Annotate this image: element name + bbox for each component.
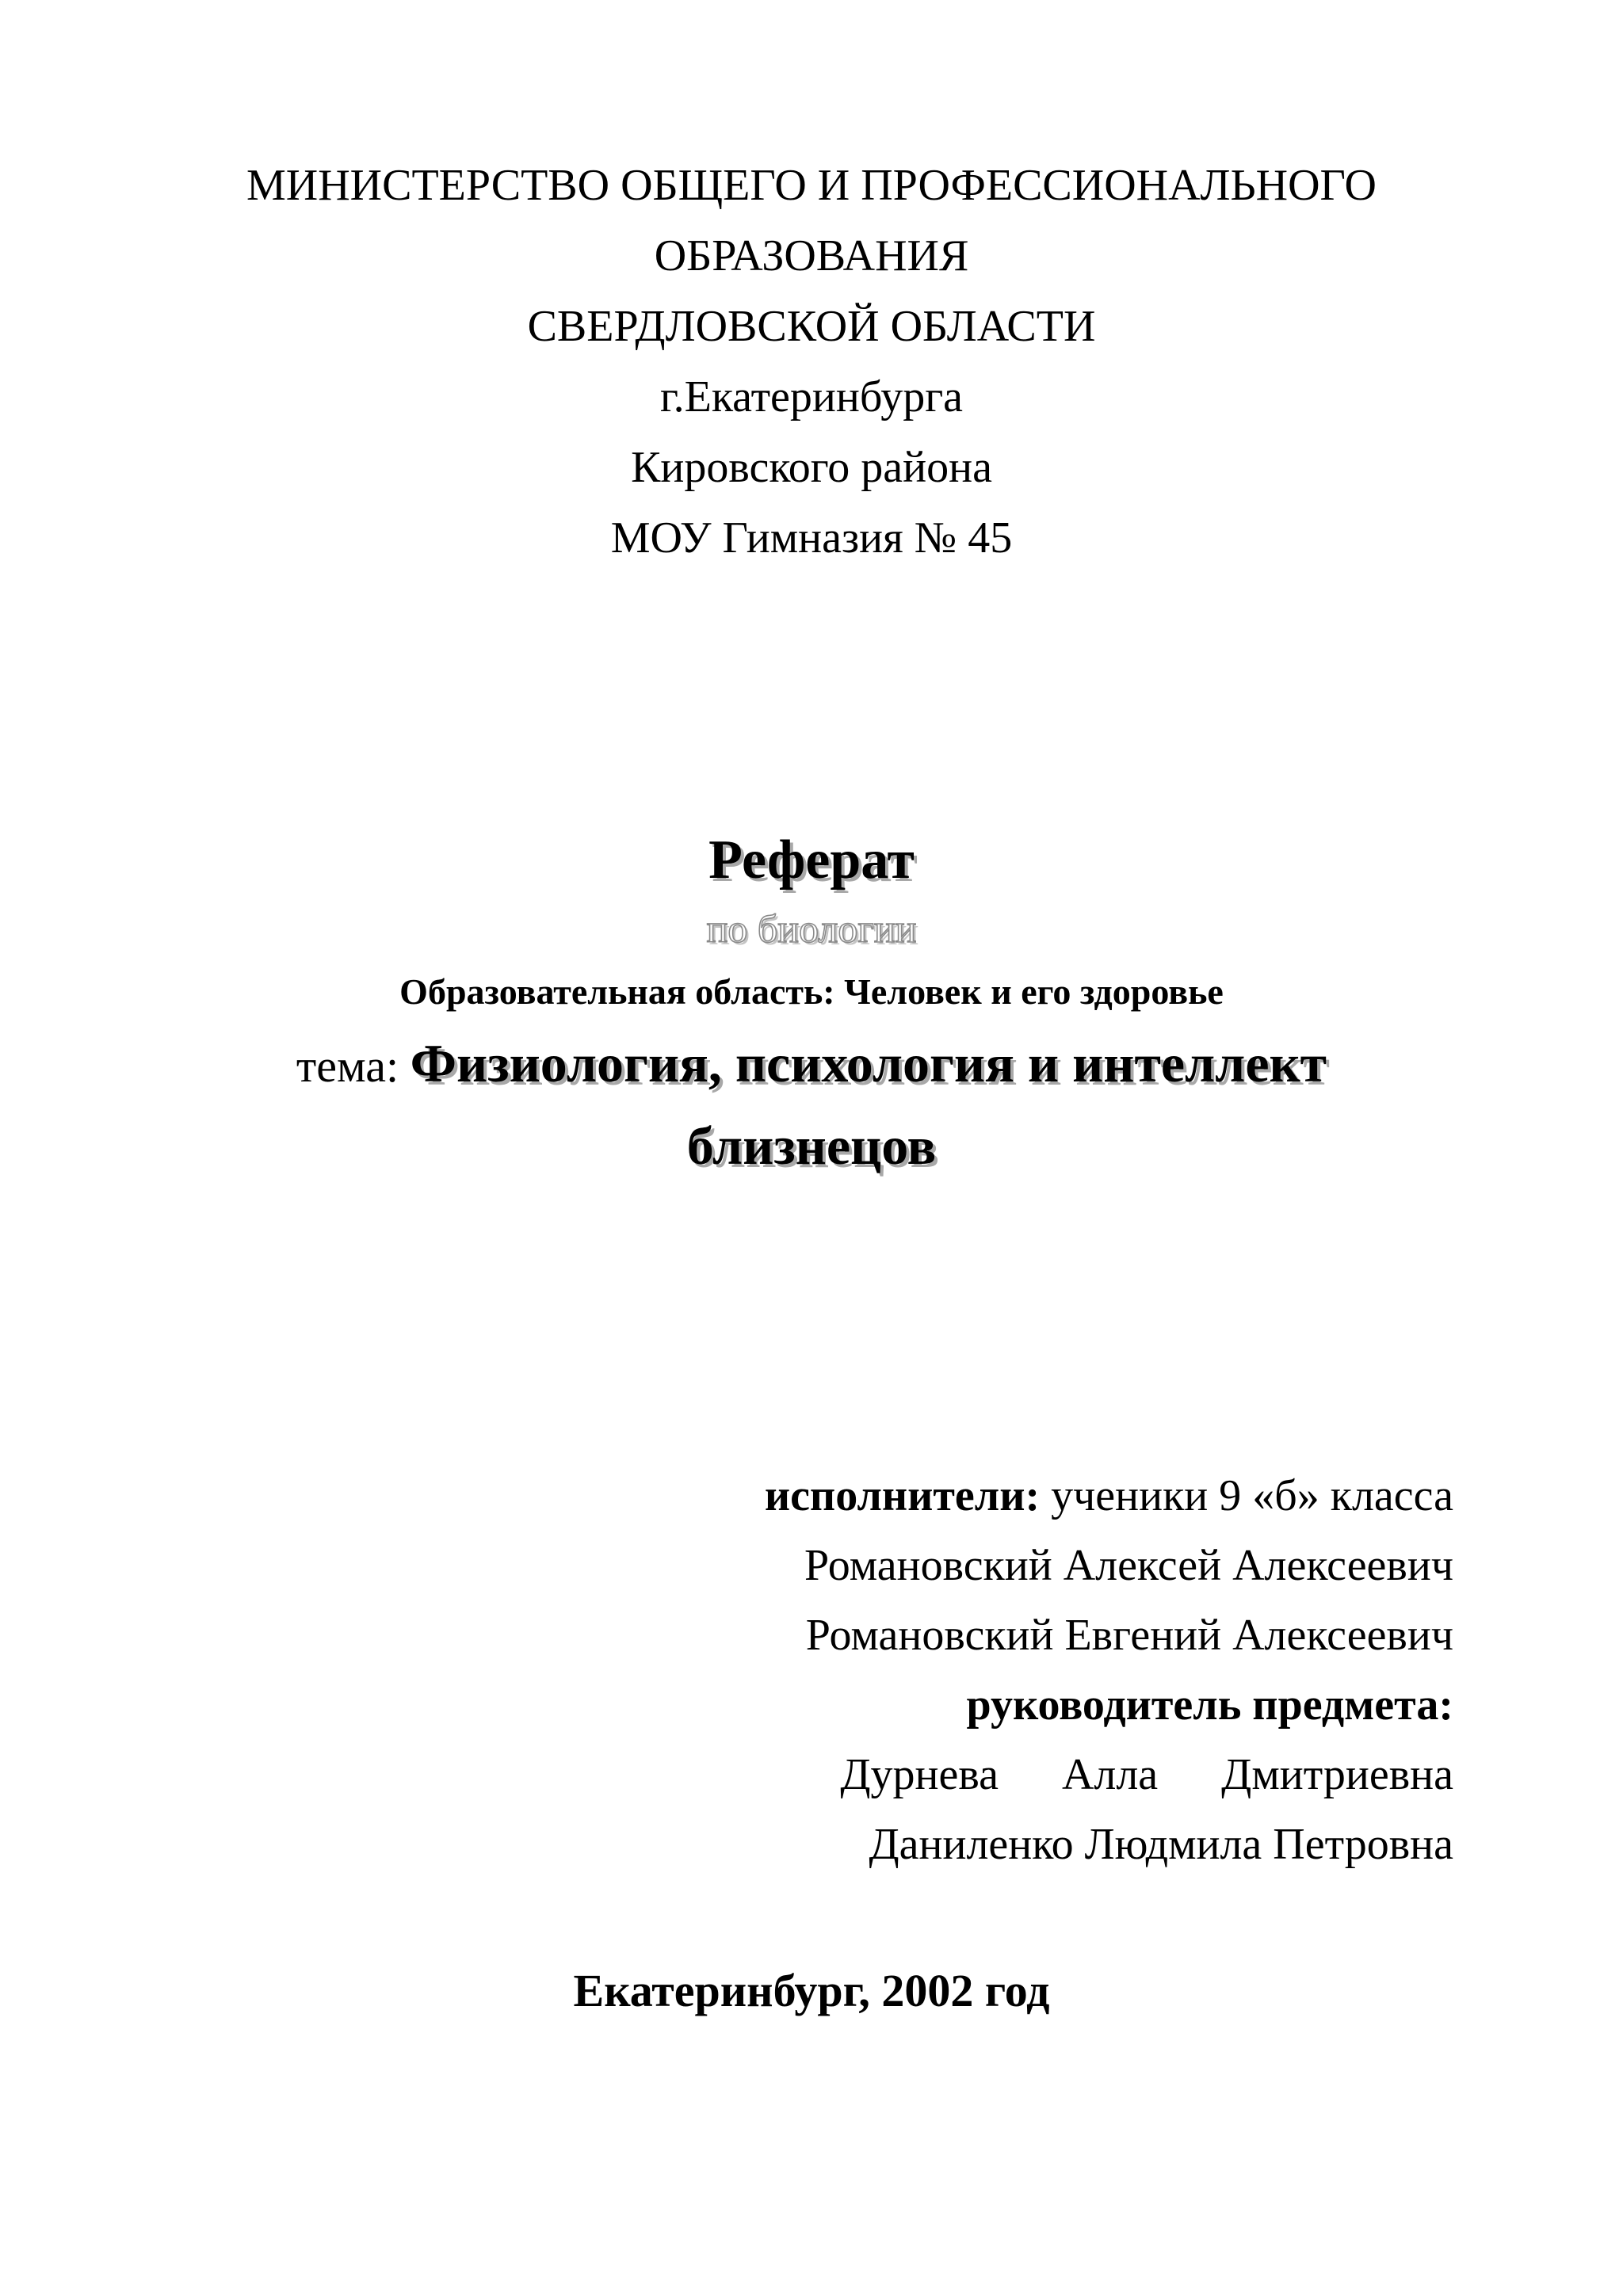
performers-line [582, 1461, 1453, 1531]
topic-title-line-1: Физиология, психология и интеллект [410, 1033, 1327, 1093]
supervisor-name-1 [582, 1740, 1453, 1810]
supervisor-label: руководитель предмета: [966, 1680, 1453, 1730]
supervisor-1-patronymic: Дмитриевна [1221, 1750, 1453, 1799]
ministry-line-2: ОБРАЗОВАНИЯ [654, 231, 969, 280]
title-block [0, 821, 1623, 1185]
topic-line [0, 1024, 1623, 1106]
school-line: МОУ Гимназия № 45 [610, 513, 1013, 563]
performers-label: исполнители: [764, 1471, 1041, 1520]
educational-area: Образовательная область: Человек и его здоровье [399, 971, 1224, 1012]
supervisor-1-name: Алла [1061, 1750, 1159, 1799]
city-line: г.Екатеринбурга [659, 372, 964, 421]
ministry-line-1: МИНИСТЕРСТВО ОБЩЕГО И ПРОФЕССИОНАЛЬНОГО [246, 161, 1377, 210]
student-name-1: Романовский Алексей Алексеевич [804, 1541, 1453, 1590]
supervisor-1-surname: Дурнева [840, 1750, 999, 1799]
supervisor-name-2: Даниленко Людмила Петровна [869, 1820, 1453, 1869]
authors-block [582, 1461, 1453, 1879]
city-year-footer: Екатеринбург, 2002 год [573, 1965, 1050, 2016]
institution-header [0, 151, 1623, 574]
document-type: Реферат [708, 830, 915, 891]
subject-line: по биологии [706, 906, 917, 951]
topic-label: тема: [296, 1040, 399, 1092]
region-line: СВЕРДЛОВСКОЙ ОБЛАСТИ [527, 302, 1096, 351]
performers-value: ученики 9 «б» класса [1051, 1471, 1453, 1520]
student-name-2: Романовский Евгений Алексеевич [805, 1611, 1453, 1660]
district-line: Кировского района [631, 443, 992, 492]
topic-title-line-2: близнецов [686, 1116, 937, 1176]
